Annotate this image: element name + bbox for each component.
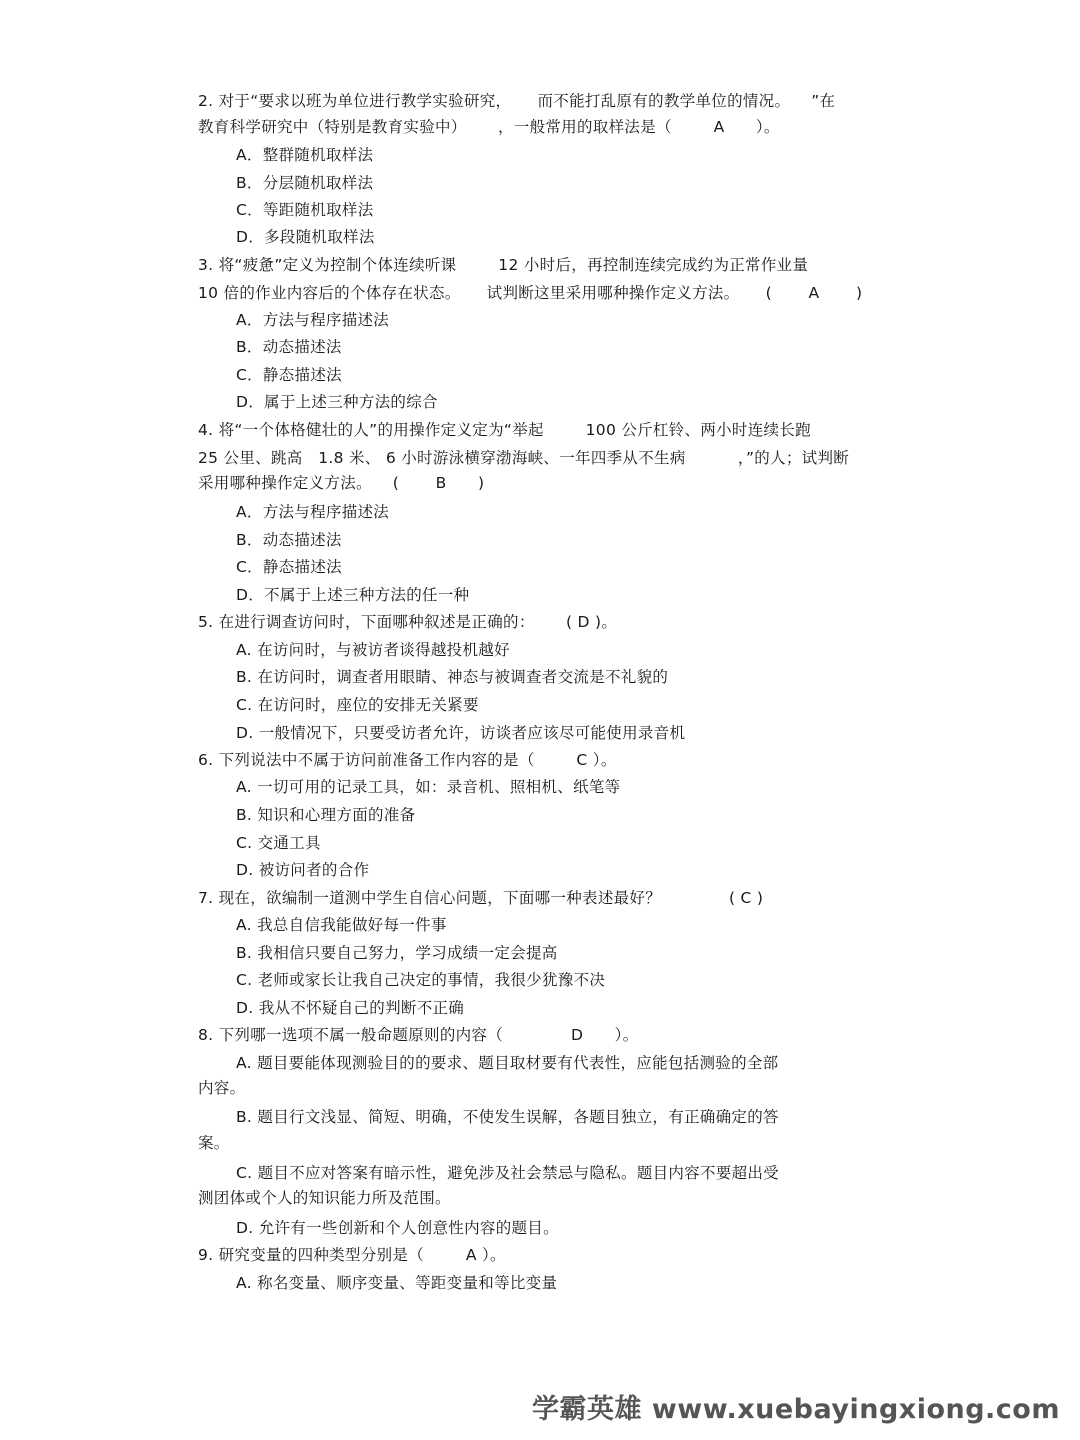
question-6-stem: 6. 下列说法中不属于访问前准备工作内容的是（ C ）。 <box>198 751 617 769</box>
question-3-option-d: D．属于上述三种方法的综合 <box>236 393 438 411</box>
question-6-option-a: A. 一切可用的记录工具，如：录音机、照相机、纸笔等 <box>236 778 621 796</box>
question-2-line-2: 教育科学研究中（特别是教育实验中） ，一般常用的取样法是（ A ）。 <box>198 118 780 136</box>
question-3-option-a: A．方法与程序描述法 <box>236 311 390 329</box>
question-5-stem: 5. 在进行调查访问时，下面哪种叙述是正确的： ( D )。 <box>198 613 618 631</box>
question-2-line-1: 2. 对于“要求以班为单位进行教学实验研究， 而不能打乱原有的教学单位的情况。 ”在 <box>198 92 836 110</box>
question-9-stem: 9. 研究变量的四种类型分别是（ A ）。 <box>198 1246 506 1264</box>
question-5-option-a: A. 在访问时，与被访者谈得越投机越好 <box>236 641 510 659</box>
question-8-option-d: D. 允许有一些创新和个人创意性内容的题目。 <box>236 1219 559 1237</box>
question-8-option-a-line-2: 内容。 <box>198 1079 246 1097</box>
question-4-line-3: 采用哪种操作定义方法。 ( B ) <box>198 474 485 492</box>
question-6-option-b: B. 知识和心理方面的准备 <box>236 806 416 824</box>
question-7-option-d: D. 我从不怀疑自己的判断不正确 <box>236 999 465 1017</box>
question-2-option-d: D．多段随机取样法 <box>236 228 375 246</box>
question-8-option-c-line-1: C. 题目不应对答案有暗示性，避免涉及社会禁忌与隐私。题目内容不要超出受 <box>236 1164 779 1182</box>
question-6-option-c: C. 交通工具 <box>236 834 321 852</box>
question-3-line-2: 10 倍的作业内容后的个体存在状态。 试判断这里采用哪种操作定义方法。 ( A ) <box>198 284 863 302</box>
question-7-option-b: B. 我相信只要自己努力，学习成绩一定会提高 <box>236 944 558 962</box>
question-6-option-d: D. 被访问者的合作 <box>236 861 370 879</box>
question-5-option-d: D. 一般情况下，只要受访者允许，访谈者应该尽可能使用录音机 <box>236 724 686 742</box>
question-8-option-b-line-1: B. 题目行文浅显、简短、明确，不使发生误解，各题目独立，有正确确定的答 <box>236 1108 779 1126</box>
question-4-line-2: 25 公里、跳高 1.8 米、 6 小时游泳横穿渤海峡、一年四季从不生病 ，”的人；试判断 <box>198 449 850 467</box>
question-8-stem: 8. 下列哪一选项不属一般命题原则的内容（ D ）。 <box>198 1026 639 1044</box>
question-9-option-a: A. 称名变量、顺序变量、等距变量和等比变量 <box>236 1274 558 1292</box>
question-3-option-c: C．静态描述法 <box>236 366 342 384</box>
question-3-line-1: 3. 将“疲惫”定义为控制个体连续听课 12 小时后，再控制连续完成约为正常作业量 <box>198 256 809 274</box>
question-4-option-c: C．静态描述法 <box>236 558 342 576</box>
question-3-option-b: B．动态描述法 <box>236 338 342 356</box>
question-7-option-c: C. 老师或家长让我自己决定的事情，我很少犹豫不决 <box>236 971 606 989</box>
question-8-option-c-line-2: 测团体或个人的知识能力所及范围。 <box>198 1189 451 1207</box>
question-4-option-d: D．不属于上述三种方法的任一种 <box>236 586 470 604</box>
question-8-option-a-line-1: A. 题目要能体现测验目的的要求、题目取材要有代表性，应能包括测验的全部 <box>236 1054 779 1072</box>
question-7-option-a: A. 我总自信我能做好每一件事 <box>236 916 447 934</box>
question-5-option-c: C. 在访问时，座位的安排无关紧要 <box>236 696 479 714</box>
question-4-line-1: 4. 将“一个体格健壮的人”的用操作定义定为“举起 100 公斤杠铃、两小时连续长跑 <box>198 421 811 439</box>
question-5-option-b: B. 在访问时，调查者用眼睛、神态与被调查者交流是不礼貌的 <box>236 668 669 686</box>
question-4-option-a: A．方法与程序描述法 <box>236 503 390 521</box>
question-7-stem: 7. 现在，欲编制一道测中学生自信心问题，下面哪一种表述最好？ ( C ) <box>198 889 764 907</box>
question-2-option-a: A．整群随机取样法 <box>236 146 374 164</box>
question-2-option-c: C．等距随机取样法 <box>236 201 374 219</box>
question-8-option-b-line-2: 案。 <box>198 1134 230 1152</box>
watermark-text: 学霸英雄 www.xuebayingxiong.com <box>531 1394 1060 1425</box>
question-4-option-b: B．动态描述法 <box>236 531 342 549</box>
question-2-option-b: B．分层随机取样法 <box>236 174 374 192</box>
